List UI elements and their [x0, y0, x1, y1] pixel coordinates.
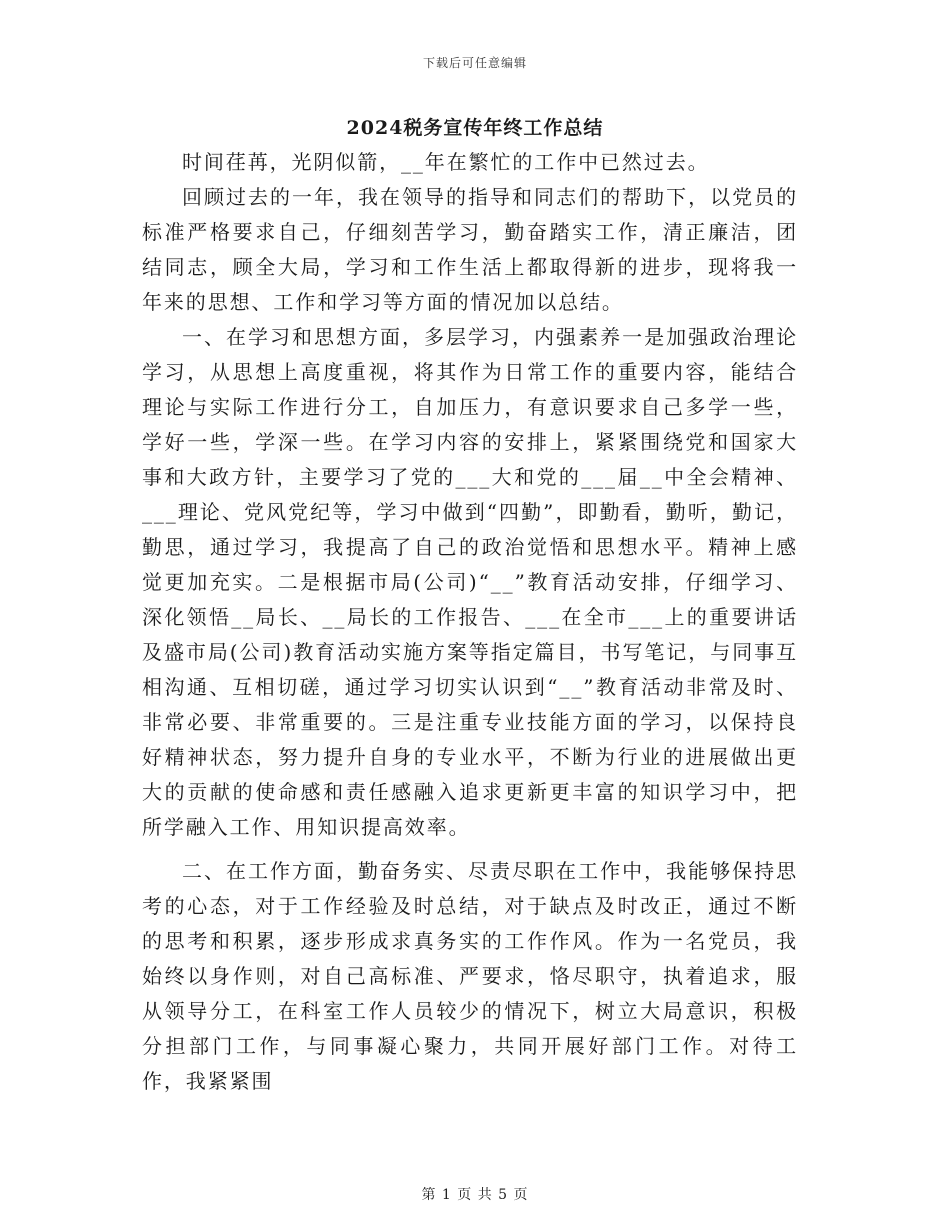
document-body — [142, 145, 798, 1099]
header-note: 下载后可任意编辑 — [422, 56, 527, 70]
paragraph-3: 一、在学习和思想方面，多层学习，内强素养一是加强政治理论学习，从思想上高度重视，将其作为日常工作的重要内容，能结合理论与实际工作进行分工，自加压力，有意识要求自己多学一些，学好一些，学深一些。在学习内容的安排上，紧紧围绕党和国家大事和大政方针，主要学习了党的___大和党的___届__中全会精神、___理论、党风党纪等，学习中做到“四勤”，即勤看，勤听，勤记，勤思，通过学习，我提高了自己的政治觉悟和思想水平。精神上感觉更加充实。二是根据市局(公司)“__”教育活动安排，仔细学习、深化领悟__局长、__局长的工作报告、___在全市___上的重要讲话及盛市局(公司)教育活动实施方案等指定篇目，书写笔记，与同事互相沟通、互相切磋，通过学习切实认识到“__”教育活动非常及时、非常必要、非常重要的。三是注重专业技能方面的学习，以保持良好精神状态，努力提升自身的专业水平，不断为行业的进展做出更大的贡献的使命感和责任感融入追求更新更丰富的知识学习中，把所学融入工作、用知识提高效率。 — [142, 325, 798, 839]
document-title: 2024税务宣传年终工作总结 — [346, 117, 604, 139]
paragraph-2: 回顾过去的一年，我在领导的指导和同志们的帮助下，以党员的标准严格要求自己，仔细刻苦学习，勤奋踏实工作，清正廉洁，团结同志，顾全大局，学习和工作生活上都取得新的进步，现将我一年来的思想、工作和学习等方面的情况加以总结。 — [142, 185, 798, 314]
page-number: 第 1 页 共 5 页 — [421, 1187, 529, 1203]
paragraph-1: 时间荏苒，光阴似箭，__年在繁忙的工作中已然过去。 — [182, 150, 710, 174]
paragraph-4: 二、在工作方面，勤奋务实、尽责尽职在工作中，我能够保持思考的心态，对于工作经验及时总结，对于缺点及时改正，通过不断的思考和积累，逐步形成求真务实的工作作风。作为一名党员，我始终以身作则，对自己高标准、严要求，恪尽职守，执着追求，服从领导分工，在科室工作人员较少的情况下，树立大局意识，积极分担部门工作，与同事凝心聚力，共同开展好部门工作。对待工作，我紧紧围 — [142, 859, 798, 1093]
